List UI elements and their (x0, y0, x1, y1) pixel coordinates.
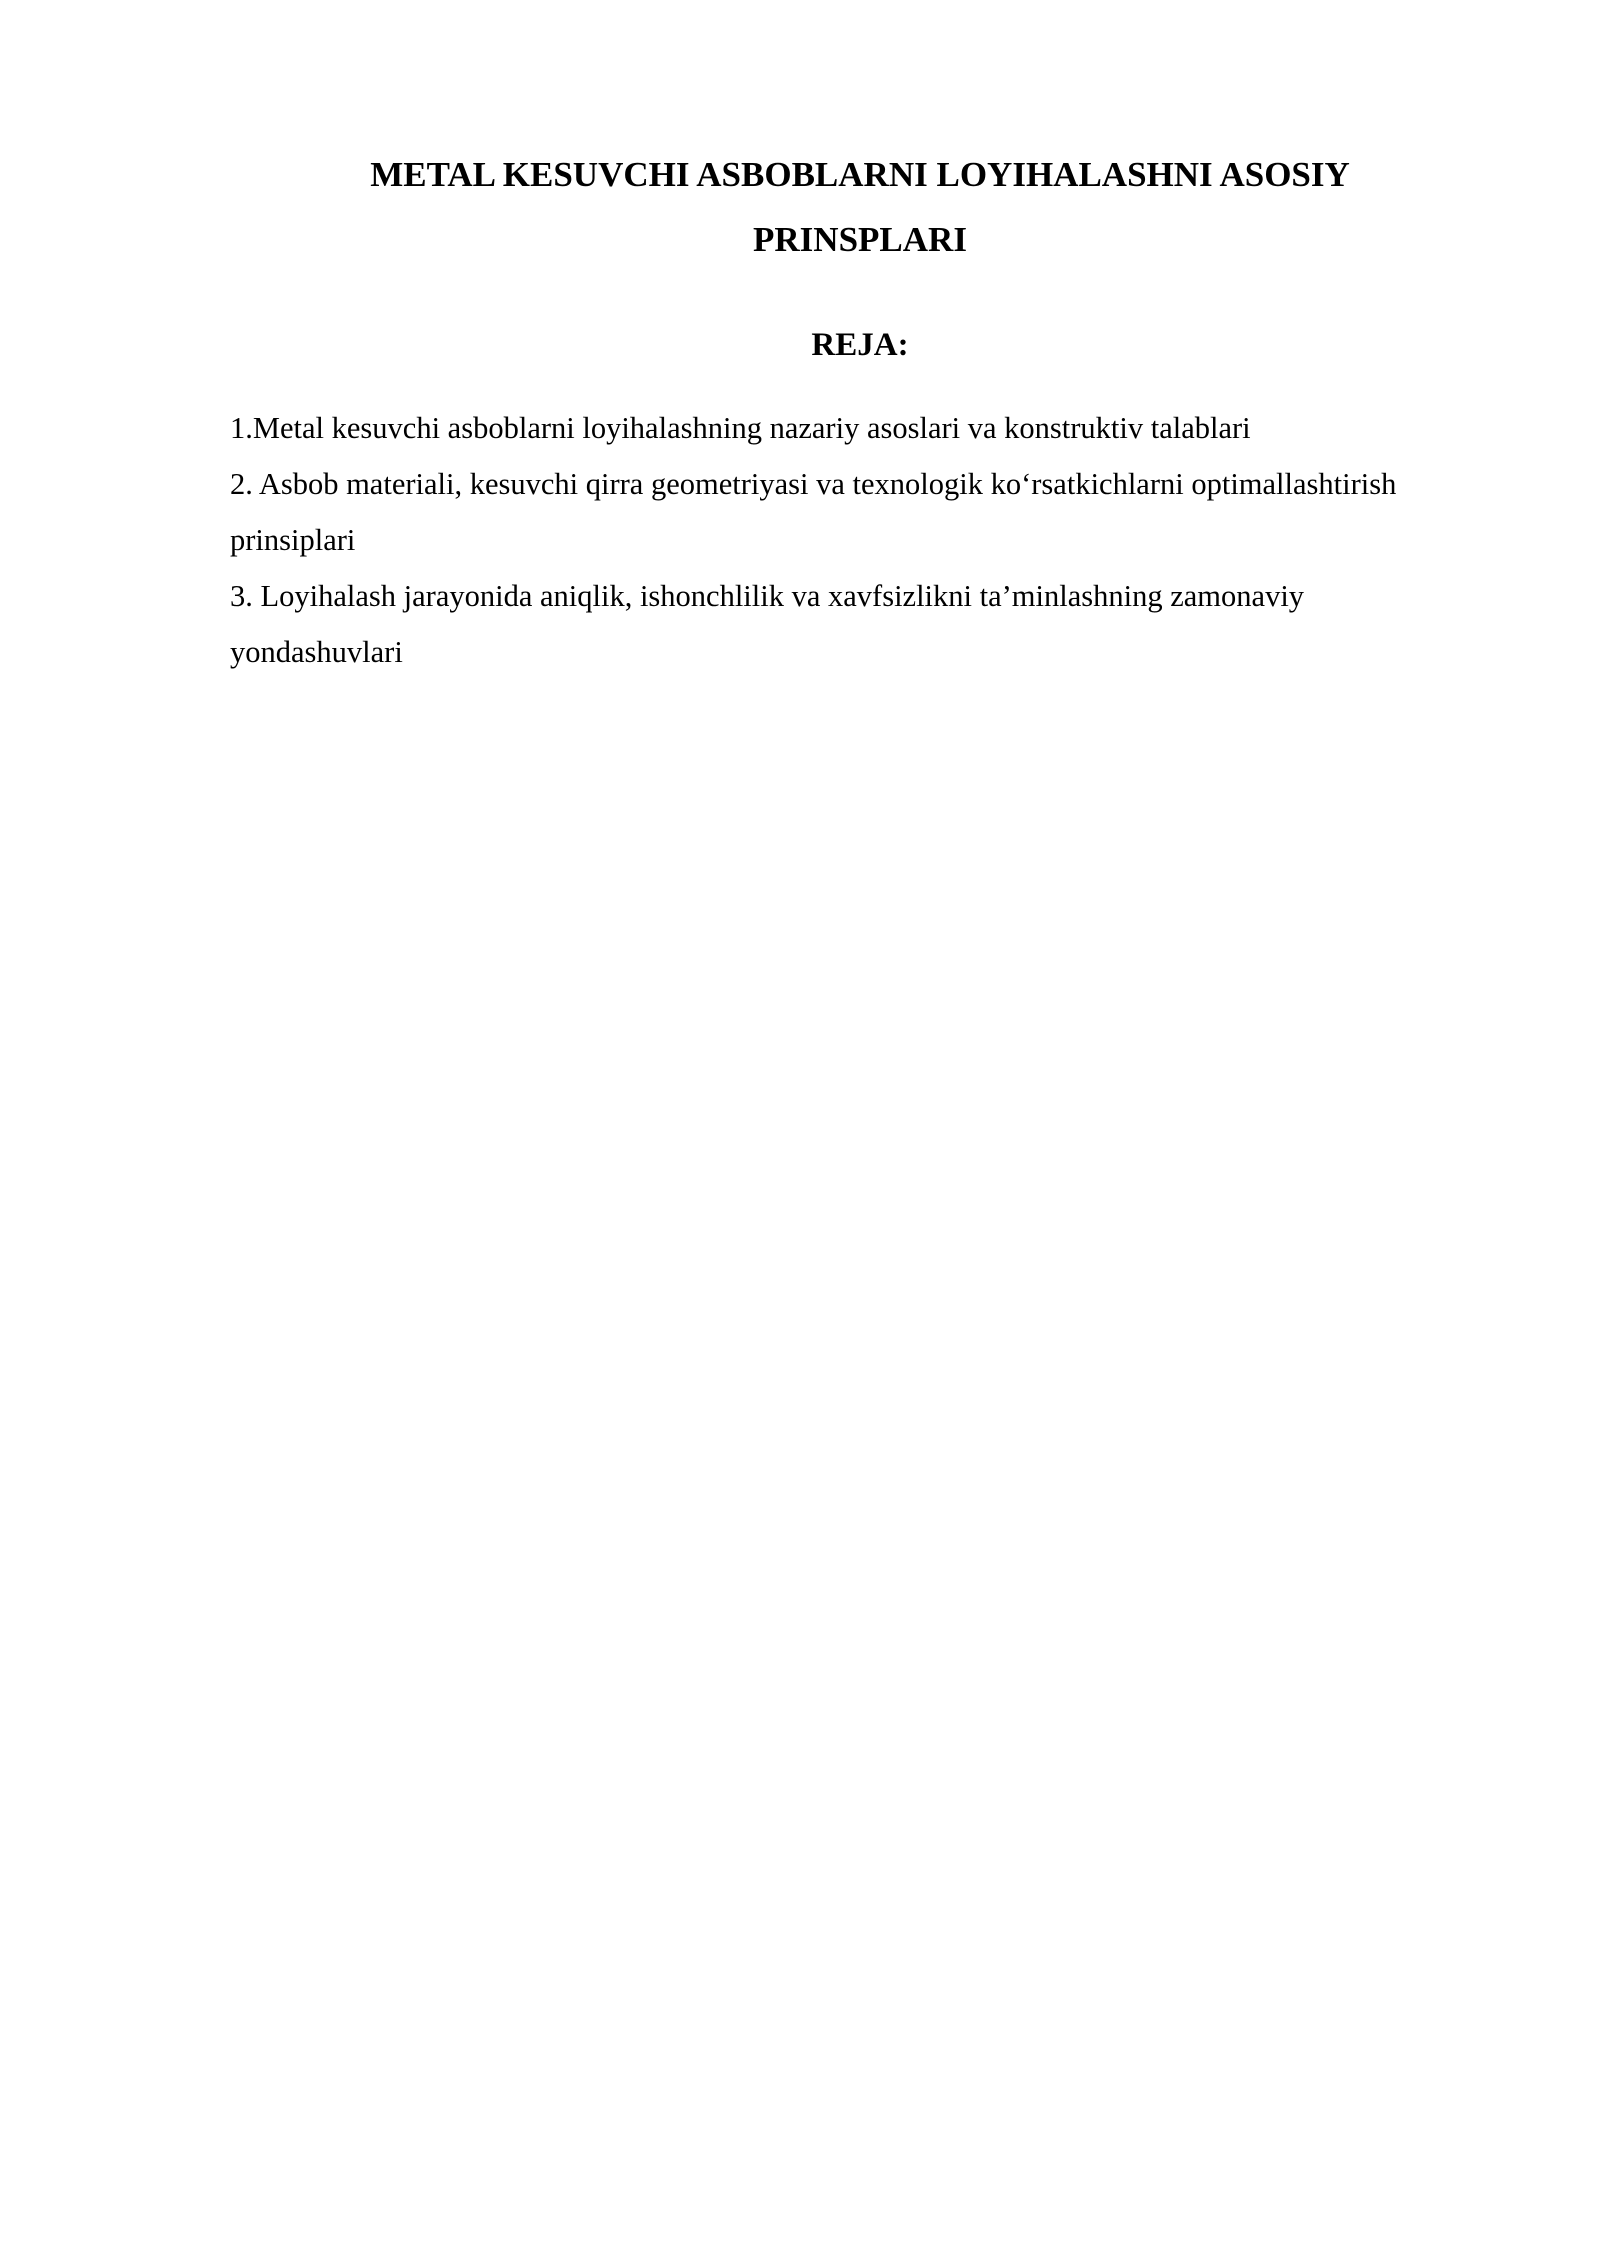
plan-item-2: 2. Asbob materiali, kesuvchi qirra geometriyasi va texnologik ko‘rsatkichlarni optimallashtirish prinsiplari (230, 467, 1397, 557)
plan-item-1: 1.Metal kesuvchi asboblarni loyihalashning nazariy asoslari va konstruktiv talablari (230, 411, 1251, 445)
plan-list (230, 400, 1480, 680)
document-title-line-2: PRINSPLARI (753, 220, 967, 259)
plan-item-3: 3. Loyihalash jarayonida aniqlik, ishonchlilik va xavfsizlikni ta’minlashning zamonaviy yondashuvlari (230, 579, 1305, 669)
plan-heading: REJA: (811, 327, 909, 363)
document-title-line-1: METAL KESUVCHI ASBOBLARNI LOYIHALASHNI ASOSIY (370, 155, 1350, 194)
